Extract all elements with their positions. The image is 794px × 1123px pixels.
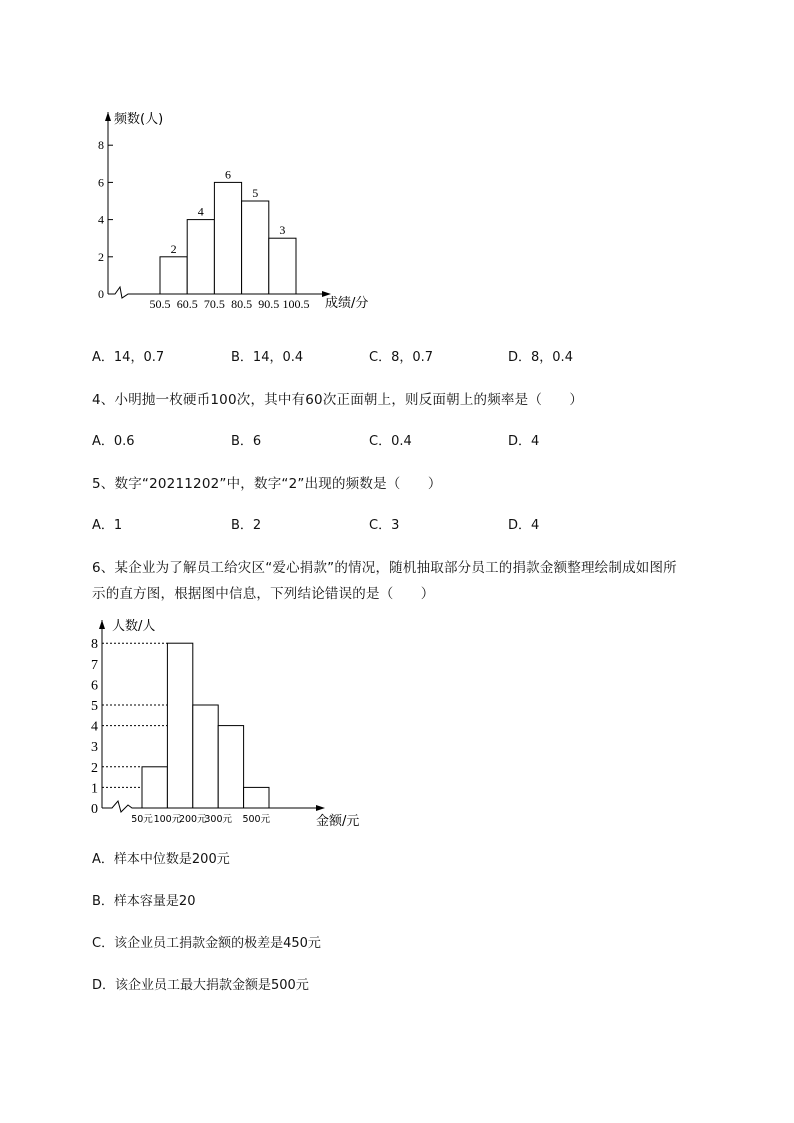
option-text: 4 [531, 518, 540, 533]
option-letter: C． [369, 434, 392, 449]
score-histogram [60, 100, 400, 320]
y-tick-label: 8 [91, 637, 98, 653]
y-tick-label: 2 [98, 249, 104, 264]
option-letter: B． [231, 518, 253, 533]
y-tick-label: 6 [98, 175, 104, 190]
q6-option-c[interactable] [92, 932, 321, 951]
option-text: 14，0.7 [113, 350, 165, 365]
q5-option-d[interactable] [508, 514, 539, 533]
y-axis-arrow [99, 620, 105, 629]
y-axis-label: 频数(人) [114, 112, 164, 127]
q5-option-a[interactable] [92, 514, 122, 533]
q3-option-b[interactable] [231, 346, 303, 365]
y-tick-label: 0 [98, 287, 104, 301]
q5-option-c[interactable] [369, 514, 399, 533]
y-tick-label: 8 [98, 138, 104, 153]
q4-option-b[interactable] [231, 430, 261, 449]
option-text: 样本中位数是200元 [113, 852, 230, 867]
x-tick-label: 80.5 [231, 297, 253, 311]
histogram-bar [214, 182, 241, 294]
histogram-bar [242, 201, 269, 294]
option-text: 2 [252, 518, 262, 533]
x-tick-label: 500元 [242, 814, 271, 825]
bar-value-label: 6 [225, 167, 231, 182]
q4-option-d[interactable] [508, 430, 539, 449]
y-tick-label: 3 [91, 740, 98, 756]
bar-value-label: 3 [279, 223, 286, 238]
option-letter: A． [92, 434, 114, 449]
option-letter: A． [92, 518, 114, 533]
q4-option-a[interactable] [92, 430, 135, 449]
q5-option-b[interactable] [231, 514, 261, 533]
y-tick-label: 5 [91, 699, 98, 714]
histogram-bar [187, 220, 214, 294]
y-axis-arrow [105, 112, 111, 121]
q6-option-d[interactable] [92, 974, 309, 993]
option-text: 4 [531, 434, 540, 449]
option-text: 0.4 [391, 434, 412, 449]
option-letter: B． [231, 350, 253, 365]
histogram-bar [142, 767, 167, 808]
y-axis-label: 人数/人 [112, 619, 156, 634]
option-letter: C． [369, 518, 392, 533]
bar-value-label: 5 [252, 186, 259, 200]
x-tick-label: 50.5 [149, 297, 171, 311]
y-tick-label: 2 [91, 760, 98, 776]
bar-value-label: 2 [170, 241, 177, 256]
q6-stem-line2: 示的直方图，根据图中信息，下列结论错误的是（ ） [92, 586, 435, 602]
option-letter: C． [369, 350, 392, 365]
q6-option-a[interactable] [92, 848, 230, 867]
q5-stem: 5、数字“20211202”中，数字“2”出现的频数是（ ） [92, 476, 442, 492]
y-tick-label: 0 [91, 802, 98, 817]
y-tick-label: 1 [91, 781, 98, 797]
q4-stem: 4、小明抛一枚硬币100次，其中有60次正面朝上，则反面朝上的频率是（ ） [92, 392, 584, 408]
x-tick-label: 300元 [204, 814, 233, 825]
donation-histogram [80, 612, 380, 832]
option-text: 3 [391, 518, 400, 533]
option-letter: A． [92, 852, 114, 867]
histogram-bar [167, 643, 192, 808]
option-text: 8，0.7 [391, 350, 434, 365]
q3-option-a[interactable] [92, 346, 164, 365]
q6-stem-line1: 6、某企业为了解员工给灾区“爱心捐款”的情况，随机抽取部分员工的捐款金额整理绘制成如图所 [92, 560, 677, 576]
option-letter: C． [92, 936, 115, 951]
q3-option-c[interactable] [369, 346, 433, 365]
option-text: 14，0.4 [252, 350, 304, 365]
option-text: 0.6 [113, 434, 135, 449]
histogram-bar [160, 257, 187, 294]
option-text: 6 [252, 434, 262, 449]
y-tick-label: 6 [91, 678, 98, 694]
x-tick-label: 200元 [178, 814, 207, 825]
option-letter: A． [92, 350, 114, 365]
option-letter: D． [508, 434, 532, 449]
option-text: 该企业员工捐款金额的极差是450元 [114, 936, 321, 951]
x-axis-arrow [316, 805, 325, 811]
option-text: 样本容量是20 [113, 894, 196, 909]
option-letter: B． [92, 894, 114, 909]
x-axis-label: 金额/元 [316, 814, 360, 829]
x-tick-label: 100元 [153, 814, 182, 825]
histogram-bar [193, 705, 218, 808]
x-tick-label: 90.5 [258, 297, 280, 311]
histogram-bar [244, 787, 269, 808]
bar-value-label: 4 [197, 204, 204, 219]
x-axis-label: 成绩/分 [325, 296, 369, 311]
y-tick-label: 4 [91, 719, 98, 735]
x-tick-label: 60.5 [176, 297, 198, 311]
y-tick-label: 4 [98, 212, 104, 227]
option-letter: D． [92, 978, 116, 993]
option-letter: B． [231, 434, 253, 449]
y-tick-label: 7 [91, 657, 98, 673]
option-letter: D． [508, 518, 532, 533]
option-text: 8，0.4 [531, 350, 573, 365]
option-text: 1 [113, 518, 123, 533]
x-tick-label: 100.5 [282, 297, 310, 311]
histogram-bar [269, 238, 296, 294]
option-letter: D． [508, 350, 532, 365]
x-tick-label: 50元 [131, 814, 153, 825]
q6-option-b[interactable] [92, 890, 195, 909]
q3-option-d[interactable] [508, 346, 573, 365]
q4-option-c[interactable] [369, 430, 412, 449]
histogram-bar [218, 726, 243, 808]
option-text: 该企业员工最大捐款金额是500元 [115, 978, 309, 993]
x-tick-label: 70.5 [203, 297, 225, 311]
